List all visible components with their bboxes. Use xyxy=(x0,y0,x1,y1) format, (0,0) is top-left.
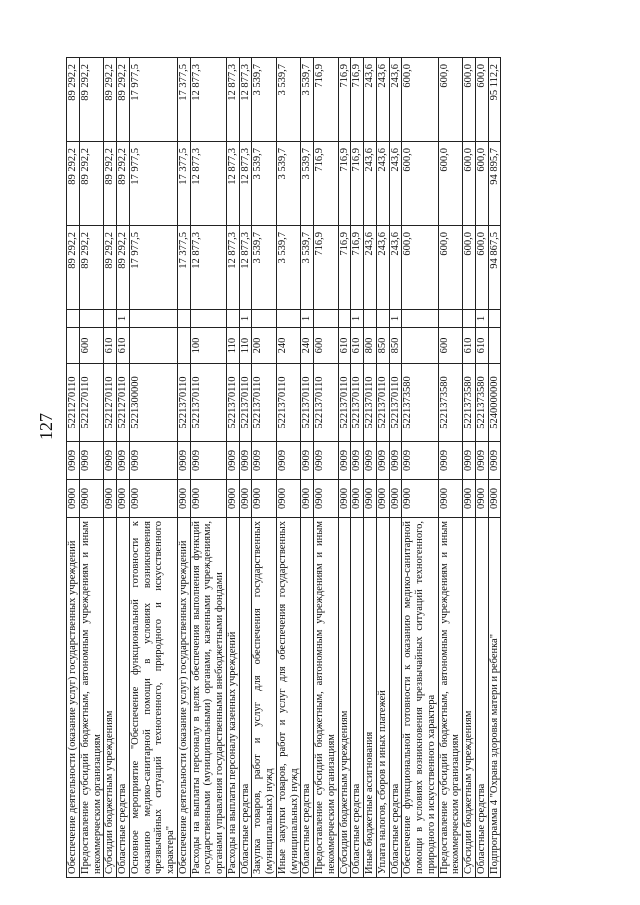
amount-year-1: 89 292,2 xyxy=(79,226,104,310)
worksheet-mark xyxy=(67,310,80,328)
ministry-code: 0900 xyxy=(364,480,377,518)
ministry-code: 0900 xyxy=(239,480,252,518)
amount-year-3: 3 539,7 xyxy=(276,58,301,142)
worksheet-mark xyxy=(364,310,377,328)
table-row xyxy=(314,58,339,878)
amount-year-3: 89 292,2 xyxy=(117,58,130,142)
row-name: Расходы на выплаты персоналу в целях обеспечения выполнения функций государственными (муниципальными) органами, казенными учреждениями, органами управления государственными внебюджетными фондами xyxy=(190,518,226,878)
section-code: 0909 xyxy=(488,442,501,480)
table-row xyxy=(364,58,377,878)
worksheet-mark xyxy=(488,310,501,328)
amount-year-2: 89 292,2 xyxy=(67,142,80,226)
amount-year-1: 243,6 xyxy=(389,226,402,310)
amount-year-3: 716,9 xyxy=(314,58,339,142)
row-name: Областные средства xyxy=(239,518,252,878)
ministry-code: 0900 xyxy=(402,480,438,518)
amount-year-1: 716,9 xyxy=(314,226,339,310)
row-name: Областные средства xyxy=(351,518,364,878)
amount-year-2: 243,6 xyxy=(364,142,377,226)
table-row xyxy=(301,58,314,878)
section-code: 0909 xyxy=(79,442,104,480)
amount-year-1: 600,0 xyxy=(438,226,463,310)
expense-type: 600 xyxy=(314,328,339,364)
target-code: 5221370110 xyxy=(177,364,190,442)
expense-type: 200 xyxy=(252,328,277,364)
amount-year-3: 12 877,3 xyxy=(190,58,226,142)
amount-year-3: 17 977,5 xyxy=(129,58,177,142)
table-row xyxy=(104,58,117,878)
row-name: Областные средства xyxy=(475,518,488,878)
expense-type: 110 xyxy=(226,328,239,364)
worksheet-mark xyxy=(402,310,438,328)
expense-type: 850 xyxy=(376,328,389,364)
table-row xyxy=(276,58,301,878)
section-code: 0909 xyxy=(239,442,252,480)
table-row xyxy=(402,58,438,878)
amount-year-1: 89 292,2 xyxy=(104,226,117,310)
table-row xyxy=(79,58,104,878)
ministry-code: 0900 xyxy=(389,480,402,518)
worksheet-mark: 1 xyxy=(239,310,252,328)
expense-type: 800 xyxy=(364,328,377,364)
amount-year-2: 3 539,7 xyxy=(301,142,314,226)
section-code: 0909 xyxy=(475,442,488,480)
expense-type xyxy=(488,328,501,364)
table-row xyxy=(389,58,402,878)
section-code: 0909 xyxy=(252,442,277,480)
amount-year-1: 89 292,2 xyxy=(67,226,80,310)
amount-year-3: 600,0 xyxy=(402,58,438,142)
ministry-code: 0900 xyxy=(104,480,117,518)
section-code: 0909 xyxy=(314,442,339,480)
worksheet-mark: 1 xyxy=(301,310,314,328)
section-code: 0909 xyxy=(104,442,117,480)
amount-year-3: 3 539,7 xyxy=(252,58,277,142)
amount-year-1: 3 539,7 xyxy=(276,226,301,310)
worksheet-mark xyxy=(463,310,476,328)
worksheet-mark xyxy=(252,310,277,328)
target-code: 5221300000 xyxy=(129,364,177,442)
amount-year-1: 243,6 xyxy=(364,226,377,310)
row-name: Закупка товаров, работ и услуг для обеспечения государственных (муниципальных) нужд xyxy=(252,518,277,878)
expense-type: 600 xyxy=(438,328,463,364)
table-row xyxy=(177,58,190,878)
expense-type: 240 xyxy=(276,328,301,364)
target-code: 5221370110 xyxy=(190,364,226,442)
section-code: 0909 xyxy=(364,442,377,480)
worksheet-mark xyxy=(314,310,339,328)
amount-year-1: 243,6 xyxy=(376,226,389,310)
target-code: 5221270110 xyxy=(79,364,104,442)
section-code: 0909 xyxy=(67,442,80,480)
amount-year-2: 17 377,5 xyxy=(177,142,190,226)
worksheet-mark: 1 xyxy=(389,310,402,328)
amount-year-1: 600,0 xyxy=(402,226,438,310)
row-name: Уплата налогов, сборов и иных платежей xyxy=(376,518,389,878)
table-row xyxy=(351,58,364,878)
worksheet-mark xyxy=(129,310,177,328)
section-code: 0909 xyxy=(177,442,190,480)
amount-year-1: 716,9 xyxy=(351,226,364,310)
amount-year-2: 17 977,5 xyxy=(129,142,177,226)
worksheet-mark xyxy=(104,310,117,328)
amount-year-2: 3 539,7 xyxy=(276,142,301,226)
ministry-code: 0900 xyxy=(475,480,488,518)
target-code: 5221270110 xyxy=(117,364,130,442)
expense-type: 850 xyxy=(389,328,402,364)
amount-year-2: 89 292,2 xyxy=(104,142,117,226)
ministry-code: 0900 xyxy=(314,480,339,518)
target-code: 5221370110 xyxy=(314,364,339,442)
target-code: 5221370110 xyxy=(364,364,377,442)
table-row xyxy=(117,58,130,878)
section-code: 0909 xyxy=(438,442,463,480)
section-code: 0909 xyxy=(351,442,364,480)
amount-year-3: 3 539,7 xyxy=(301,58,314,142)
amount-year-2: 89 292,2 xyxy=(79,142,104,226)
amount-year-1: 3 539,7 xyxy=(301,226,314,310)
ministry-code: 0900 xyxy=(129,480,177,518)
amount-year-2: 12 877,3 xyxy=(226,142,239,226)
row-name: Областные средства xyxy=(389,518,402,878)
table-row xyxy=(376,58,389,878)
worksheet-mark xyxy=(438,310,463,328)
page-number: 127 xyxy=(36,413,56,440)
table-row xyxy=(190,58,226,878)
target-code: 5221373580 xyxy=(438,364,463,442)
target-code: 5221370110 xyxy=(276,364,301,442)
table-row xyxy=(438,58,463,878)
amount-year-3: 600,0 xyxy=(475,58,488,142)
amount-year-3: 89 292,2 xyxy=(104,58,117,142)
amount-year-3: 89 292,2 xyxy=(79,58,104,142)
amount-year-2: 600,0 xyxy=(475,142,488,226)
row-name: Предоставление субсидий бюджетным, автономным учреждениям и иным некоммерческим организациям xyxy=(438,518,463,878)
row-name: Расходы на выплаты персоналу казенных учреждений xyxy=(226,518,239,878)
section-code: 0909 xyxy=(276,442,301,480)
target-code: 5221370110 xyxy=(301,364,314,442)
table-row xyxy=(252,58,277,878)
section-code: 0909 xyxy=(301,442,314,480)
amount-year-3: 243,6 xyxy=(364,58,377,142)
ministry-code: 0900 xyxy=(252,480,277,518)
row-name: Обеспечение деятельности (оказание услуг) государственных учреждений xyxy=(67,518,80,878)
target-code: 5221370110 xyxy=(239,364,252,442)
amount-year-2: 243,6 xyxy=(376,142,389,226)
table-row xyxy=(475,58,488,878)
amount-year-3: 243,6 xyxy=(389,58,402,142)
target-code: 5221370110 xyxy=(226,364,239,442)
amount-year-3: 12 877,3 xyxy=(226,58,239,142)
expense-type: 610 xyxy=(475,328,488,364)
expense-type: 610 xyxy=(351,328,364,364)
worksheet-mark: 1 xyxy=(475,310,488,328)
target-code: 5221370110 xyxy=(389,364,402,442)
ministry-code: 0900 xyxy=(438,480,463,518)
target-code: 5221370110 xyxy=(351,364,364,442)
expense-type xyxy=(67,328,80,364)
ministry-code: 0900 xyxy=(177,480,190,518)
amount-year-3: 17 377,5 xyxy=(177,58,190,142)
row-name: Предоставление субсидий бюджетным, автономным учреждениям и иным некоммерческим организациям xyxy=(79,518,104,878)
expense-type: 610 xyxy=(338,328,351,364)
target-code: 5221373580 xyxy=(402,364,438,442)
expense-type: 240 xyxy=(301,328,314,364)
table-body xyxy=(67,58,501,878)
expense-type: 600 xyxy=(79,328,104,364)
table-row xyxy=(239,58,252,878)
amount-year-1: 600,0 xyxy=(475,226,488,310)
worksheet-mark xyxy=(190,310,226,328)
row-name: Обеспечение функциональной готовности к оказанию медико-санитарной помощи в условиях возникновения чрезвычайных ситуаций техногенного, природного и искусственного характера xyxy=(402,518,438,878)
amount-year-1: 12 877,3 xyxy=(239,226,252,310)
section-code: 0909 xyxy=(226,442,239,480)
amount-year-2: 600,0 xyxy=(402,142,438,226)
amount-year-3: 600,0 xyxy=(463,58,476,142)
amount-year-3: 12 877,3 xyxy=(239,58,252,142)
ministry-code: 0900 xyxy=(463,480,476,518)
amount-year-2: 600,0 xyxy=(463,142,476,226)
expense-type xyxy=(129,328,177,364)
amount-year-2: 600,0 xyxy=(438,142,463,226)
worksheet-mark xyxy=(79,310,104,328)
amount-year-3: 716,9 xyxy=(351,58,364,142)
expense-type: 610 xyxy=(117,328,130,364)
amount-year-3: 716,9 xyxy=(338,58,351,142)
table-row xyxy=(129,58,177,878)
expense-type: 610 xyxy=(463,328,476,364)
target-code: 5221270110 xyxy=(104,364,117,442)
amount-year-1: 12 877,3 xyxy=(226,226,239,310)
row-name: Областные средства xyxy=(301,518,314,878)
amount-year-2: 89 292,2 xyxy=(117,142,130,226)
worksheet-mark xyxy=(338,310,351,328)
expense-type: 610 xyxy=(104,328,117,364)
amount-year-3: 95 112,2 xyxy=(488,58,501,142)
amount-year-1: 3 539,7 xyxy=(252,226,277,310)
target-code: 5221373580 xyxy=(475,364,488,442)
ministry-code: 0900 xyxy=(117,480,130,518)
row-name: Областные средства xyxy=(117,518,130,878)
worksheet-mark xyxy=(376,310,389,328)
section-code: 0909 xyxy=(129,442,177,480)
expense-type: 110 xyxy=(239,328,252,364)
row-name: Иные бюджетные ассигнования xyxy=(364,518,377,878)
worksheet-mark xyxy=(276,310,301,328)
section-code: 0909 xyxy=(402,442,438,480)
budget-table xyxy=(66,57,501,878)
worksheet-mark xyxy=(226,310,239,328)
amount-year-1: 716,9 xyxy=(338,226,351,310)
row-name: Субсидии бюджетным учреждениям xyxy=(338,518,351,878)
table-row xyxy=(463,58,476,878)
amount-year-1: 12 877,3 xyxy=(190,226,226,310)
row-name: Субсидии бюджетным учреждениям xyxy=(463,518,476,878)
row-name: Основное мероприятие "Обеспечение функциональной готовности к оказанию медико-санитарной помощи в условиях возникновения чрезвычайных ситуаций техногенного, природного и искусственного характера" xyxy=(129,518,177,878)
row-name: Предоставление субсидий бюджетным, автономным учреждениям и иным некоммерческим организациям xyxy=(314,518,339,878)
table-row xyxy=(488,58,501,878)
rotated-table-container xyxy=(66,58,631,878)
target-code: 5240000000 xyxy=(488,364,501,442)
section-code: 0909 xyxy=(117,442,130,480)
section-code: 0909 xyxy=(463,442,476,480)
amount-year-1: 17 377,5 xyxy=(177,226,190,310)
section-code: 0909 xyxy=(389,442,402,480)
amount-year-1: 600,0 xyxy=(463,226,476,310)
section-code: 0909 xyxy=(190,442,226,480)
table-row xyxy=(226,58,239,878)
ministry-code: 0900 xyxy=(226,480,239,518)
ministry-code: 0900 xyxy=(301,480,314,518)
expense-type xyxy=(402,328,438,364)
amount-year-3: 89 292,2 xyxy=(67,58,80,142)
amount-year-3: 600,0 xyxy=(438,58,463,142)
amount-year-2: 716,9 xyxy=(338,142,351,226)
amount-year-2: 716,9 xyxy=(351,142,364,226)
ministry-code: 0900 xyxy=(376,480,389,518)
target-code: 5221373580 xyxy=(463,364,476,442)
amount-year-2: 94 895,7 xyxy=(488,142,501,226)
row-name: Субсидии бюджетным учреждениям xyxy=(104,518,117,878)
row-name: Подпрограмма 4 "Охрана здоровья матери и ребенка" xyxy=(488,518,501,878)
ministry-code: 0900 xyxy=(338,480,351,518)
amount-year-1: 17 977,5 xyxy=(129,226,177,310)
ministry-code: 0900 xyxy=(276,480,301,518)
row-name: Обеспечение деятельности (оказание услуг) государственных учреждений xyxy=(177,518,190,878)
ministry-code: 0900 xyxy=(351,480,364,518)
table-row xyxy=(67,58,80,878)
worksheet-mark: 1 xyxy=(117,310,130,328)
section-code: 0909 xyxy=(376,442,389,480)
amount-year-1: 94 867,5 xyxy=(488,226,501,310)
worksheet-mark: 1 xyxy=(351,310,364,328)
ministry-code: 0900 xyxy=(488,480,501,518)
amount-year-1: 89 292,2 xyxy=(117,226,130,310)
worksheet-mark xyxy=(177,310,190,328)
ministry-code: 0900 xyxy=(79,480,104,518)
amount-year-2: 3 539,7 xyxy=(252,142,277,226)
target-code: 5221370110 xyxy=(252,364,277,442)
table-row xyxy=(338,58,351,878)
amount-year-2: 12 877,3 xyxy=(190,142,226,226)
row-name: Иные закупки товаров, работ и услуг для обеспечения государственных (муниципальных) нужд xyxy=(276,518,301,878)
expense-type xyxy=(177,328,190,364)
ministry-code: 0900 xyxy=(67,480,80,518)
target-code: 5221270110 xyxy=(67,364,80,442)
amount-year-2: 243,6 xyxy=(389,142,402,226)
target-code: 5221370110 xyxy=(338,364,351,442)
expense-type: 100 xyxy=(190,328,226,364)
target-code: 5221370110 xyxy=(376,364,389,442)
amount-year-2: 12 877,3 xyxy=(239,142,252,226)
section-code: 0909 xyxy=(338,442,351,480)
ministry-code: 0900 xyxy=(190,480,226,518)
amount-year-3: 243,6 xyxy=(376,58,389,142)
amount-year-2: 716,9 xyxy=(314,142,339,226)
